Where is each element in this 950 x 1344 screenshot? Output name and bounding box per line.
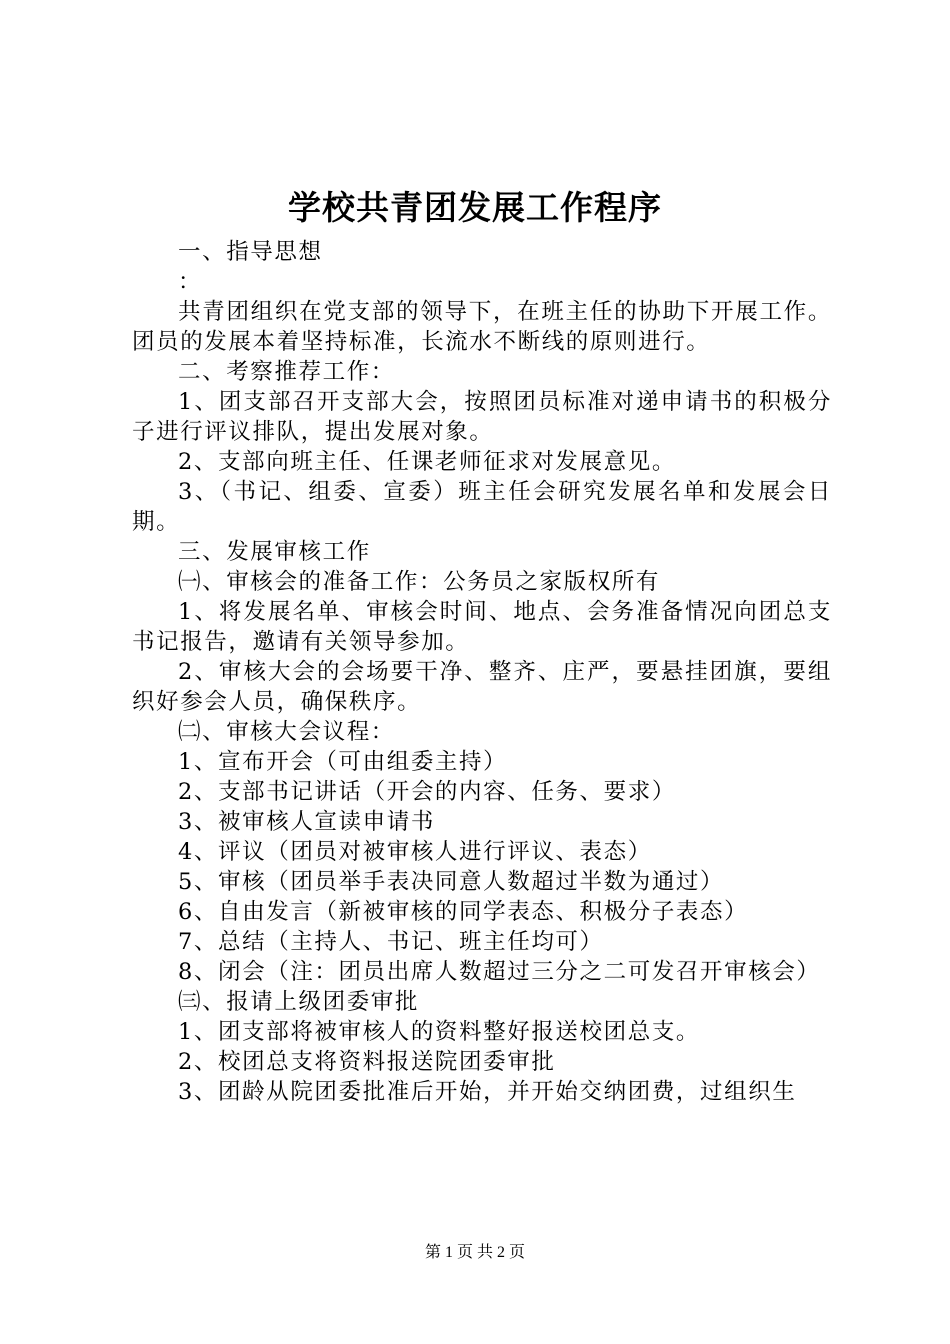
paragraph-item: 2、审核大会的会场要干净、整齐、庄严，要悬挂团旗，要组织好参会人员，确保秩序。 bbox=[132, 659, 832, 715]
paragraph-item: 2、支部向班主任、任课老师征求对发展意见。 bbox=[178, 449, 676, 475]
agenda-item: 7、总结（主持人、书记、班主任均可） bbox=[178, 929, 604, 955]
agenda-item: 2、支部书记讲话（开会的内容、任务、要求） bbox=[178, 779, 676, 805]
paragraph-item: 1、团支部召开支部大会，按照团员标准对递申请书的积极分子进行评议排队，提出发展对象。 bbox=[132, 389, 832, 445]
heading-guiding-thought: 一、指导思想 bbox=[178, 239, 323, 265]
agenda-item: 8、闭会（注：团员出席人数超过三分之二可发召开审核会） bbox=[178, 959, 821, 985]
paragraph-item: 1、将发展名单、审核会时间、地点、会务准备情况向团总支书记报告，邀请有关领导参加。 bbox=[132, 599, 832, 655]
agenda-item: 1、宣布开会（可由组委主持） bbox=[178, 749, 508, 775]
subheading-approval: ㈢、报请上级团委审批 bbox=[178, 989, 420, 1015]
paragraph-item: 2、校团总支将资料报送院团委审批 bbox=[178, 1049, 556, 1075]
paragraph-item: 1、团支部将被审核人的资料整好报送校团总支。 bbox=[178, 1019, 701, 1045]
paragraph-intro: 共青团组织在党支部的领导下，在班主任的协助下开展工作。团员的发展本着坚持标准，长流水不断线的原则进行。 bbox=[132, 299, 832, 355]
agenda-item: 5、审核（团员举手表决同意人数超过半数为通过） bbox=[178, 869, 725, 895]
document-title: 学校共青团发展工作程序 bbox=[288, 188, 662, 227]
paragraph-colon: ： bbox=[178, 269, 203, 295]
agenda-item: 4、评议（团员对被审核人进行评议、表态） bbox=[178, 839, 652, 865]
agenda-item: 3、被审核人宣读申请书 bbox=[178, 809, 435, 835]
paragraph-item: 3、团龄从院团委批准后开始，并开始交纳团费，过组织生 bbox=[178, 1079, 797, 1105]
subheading-preparation: ㈠、审核会的准备工作：公务员之家版权所有 bbox=[178, 569, 661, 595]
page-number-footer: 第 1 页 共 2 页 bbox=[424, 1244, 525, 1261]
agenda-item: 6、自由发言（新被审核的同学表态、积极分子表态） bbox=[178, 899, 749, 925]
heading-development-review: 三、发展审核工作 bbox=[178, 539, 371, 565]
subheading-agenda: ㈡、审核大会议程： bbox=[178, 719, 395, 745]
document-body bbox=[132, 237, 832, 1107]
heading-review-recommend: 二、考察推荐工作： bbox=[178, 359, 395, 385]
paragraph-item: 3、（书记、组委、宣委）班主任会研究发展名单和发展会日期。 bbox=[132, 479, 832, 535]
